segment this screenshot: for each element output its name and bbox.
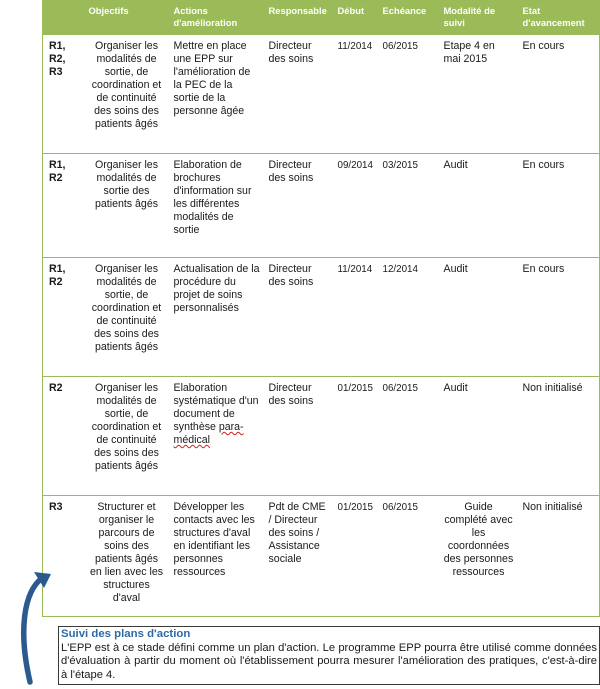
row-echeance: 12/2014	[377, 258, 438, 377]
header-modalite: Modalité de suivi	[438, 1, 517, 35]
row-echeance: 03/2015	[377, 154, 438, 258]
row-action	[168, 258, 263, 377]
row-objectif: Organiser les modalités de sortie, de coordination et de continuité des soins des patients âgés	[83, 258, 168, 377]
header-echeance: Echéance	[377, 1, 438, 35]
row-modalite: Audit	[438, 258, 517, 377]
row-action	[168, 377, 263, 496]
table-row	[43, 154, 600, 258]
row-ref: R1, R2, R3	[43, 35, 83, 154]
row-action-text: Elaboration systématique d'un document de synthèse	[173, 382, 259, 433]
row-action-text: Mettre en place une EPP sur l'amélioration de la PEC de la sortie de la personne âgée	[173, 40, 251, 117]
note-title: Suivi des plans d'action	[61, 628, 191, 640]
row-etat: En cours	[517, 258, 600, 377]
header-objectifs: Objectifs	[83, 1, 168, 35]
row-responsable: Directeur des soins	[263, 377, 332, 496]
header-ref	[43, 1, 83, 35]
row-etat: En cours	[517, 35, 600, 154]
row-action-mark: para-médical	[173, 421, 244, 446]
row-responsable: Directeur des soins	[263, 35, 332, 154]
row-debut: 11/2014	[332, 258, 377, 377]
row-modalite: Guide complété avec les coordonnées des personnes ressources	[438, 496, 517, 617]
row-action-text: Elaboration de brochures d'information sur les différentes modalités de sortie	[173, 159, 252, 236]
row-echeance: 06/2015	[377, 35, 438, 154]
row-action	[168, 35, 263, 154]
curved-arrow-icon	[18, 570, 54, 688]
action-plan-note	[58, 626, 600, 685]
header-responsable: Responsable	[263, 1, 332, 35]
row-action-text: Développer les contacts avec les structures d'aval en identifiant les personnes ressources	[173, 501, 255, 578]
row-modalite: Audit	[438, 377, 517, 496]
action-plan-table	[42, 0, 600, 617]
row-responsable: Directeur des soins	[263, 154, 332, 258]
row-debut: 11/2014	[332, 35, 377, 154]
row-etat: En cours	[517, 154, 600, 258]
row-echeance: 06/2015	[377, 496, 438, 617]
row-responsable: Pdt de CME / Directeur des soins / Assistance sociale	[263, 496, 332, 617]
table-row	[43, 258, 600, 377]
header-etat: Etat d'avancement	[517, 1, 600, 35]
row-action	[168, 154, 263, 258]
note-body: L'EPP est à ce stade défini comme un plan d'action. Le programme EPP pourra être utilisé comme données d'évaluation à partir du moment où l'établissement pourra mesurer l'amélioration des pratiques, c'est-à-dire à l'étape 4.	[61, 641, 597, 681]
row-responsable: Directeur des soins	[263, 258, 332, 377]
row-etat: Non initialisé	[517, 496, 600, 617]
header-actions: Actions d'amélioration	[168, 1, 263, 35]
row-debut: 09/2014	[332, 154, 377, 258]
row-objectif: Organiser les modalités de sortie, de coordination et de continuité des soins des patients âgés	[83, 35, 168, 154]
table-row	[43, 496, 600, 617]
row-action	[168, 496, 263, 617]
row-ref: R2	[43, 377, 83, 496]
row-modalite: Audit	[438, 154, 517, 258]
row-ref: R1, R2	[43, 154, 83, 258]
row-etat: Non initialisé	[517, 377, 600, 496]
row-debut: 01/2015	[332, 377, 377, 496]
row-ref: R1, R2	[43, 258, 83, 377]
row-debut: 01/2015	[332, 496, 377, 617]
row-objectif: Organiser les modalités de sortie, de coordination et de continuité des soins des patients âgés	[83, 377, 168, 496]
header-debut: Début	[332, 1, 377, 35]
row-echeance: 06/2015	[377, 377, 438, 496]
row-modalite: Etape 4 en mai 2015	[438, 35, 517, 154]
table-row	[43, 35, 600, 154]
table-row	[43, 377, 600, 496]
table-header-row	[43, 1, 600, 35]
row-action-text: Actualisation de la procédure du projet de soins personnalisés	[173, 263, 260, 314]
row-objectif: Structurer et organiser le parcours de soins des patients âgés en lien avec les structures d'aval	[83, 496, 168, 617]
row-ref: R3	[43, 496, 83, 617]
row-objectif: Organiser les modalités de sortie des patients âgés	[83, 154, 168, 258]
